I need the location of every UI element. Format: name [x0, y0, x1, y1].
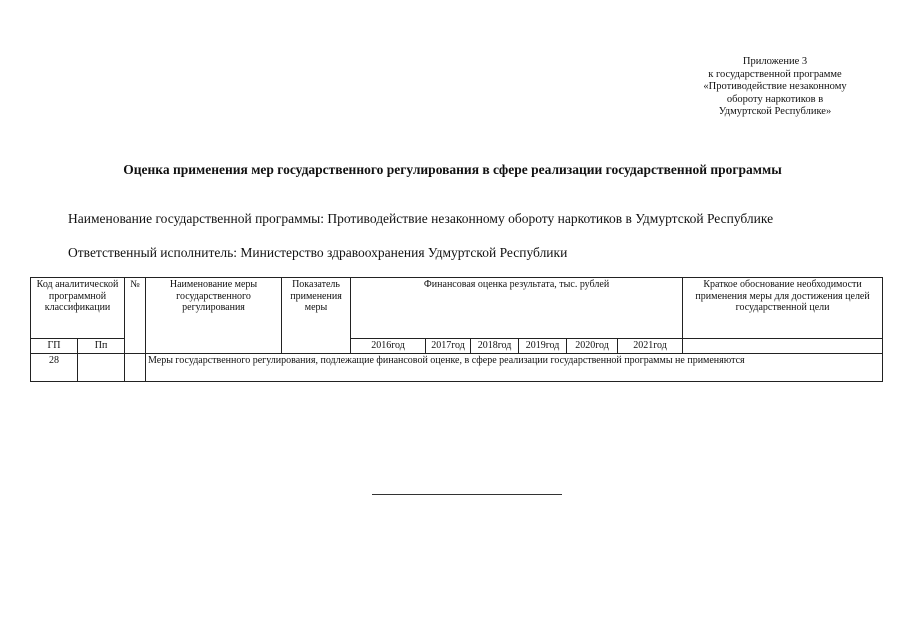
header-number: №: [125, 278, 146, 354]
appendix-line: обороту наркотиков в: [726, 93, 824, 105]
row-measures-text: Меры государственного регулирования, подлежащие финансовой оценке, в сфере реализации государственной программы не применяются: [146, 353, 883, 381]
year-2018: 2018год: [471, 339, 519, 354]
header-financial-assessment: Финансовая оценка результата, тыс. рублей: [351, 278, 683, 339]
header-code: Код аналитической программной классификации: [31, 278, 125, 339]
year-2017: 2017год: [426, 339, 471, 354]
row-pp-cell: [78, 353, 125, 381]
appendix-line: к государственной программе: [708, 68, 842, 80]
program-name-line: Наименование государственной программы: Противодействие незаконному обороту наркотиков в Удмуртской Республике: [68, 211, 774, 226]
header-measure-name: Наименование меры государственного регулирования: [146, 278, 282, 354]
appendix-line: «Противодействие незаконному: [703, 81, 847, 92]
justification-empty-cell: [683, 339, 883, 354]
appendix-block: [680, 56, 870, 119]
year-2019: 2019год: [519, 339, 567, 354]
table-row: [31, 353, 883, 381]
regulation-measures-table: [30, 277, 883, 382]
header-indicator: Показатель применения меры: [282, 278, 351, 354]
year-2016: 2016год: [351, 339, 426, 354]
responsible-executor-line: Ответственный исполнитель: Министерство здравоохранения Удмуртской Республики: [68, 245, 568, 260]
appendix-line: Приложение 3: [742, 56, 808, 67]
header-gp: ГП: [31, 339, 78, 354]
year-2021: 2021год: [618, 339, 683, 354]
document-title: Оценка применения мер государственного регулирования в сфере реализации государственной программы: [123, 162, 782, 177]
header-justification: Краткое обоснование необходимости применения меры для достижения целей государственной цели: [683, 278, 883, 339]
footer-divider: [372, 494, 562, 495]
year-2020: 2020год: [567, 339, 618, 354]
appendix-line: Удмуртской Республике»: [718, 106, 832, 117]
row-gp-cell: 28: [31, 353, 78, 381]
row-number-cell: [125, 353, 146, 381]
header-pp: Пп: [78, 339, 125, 354]
